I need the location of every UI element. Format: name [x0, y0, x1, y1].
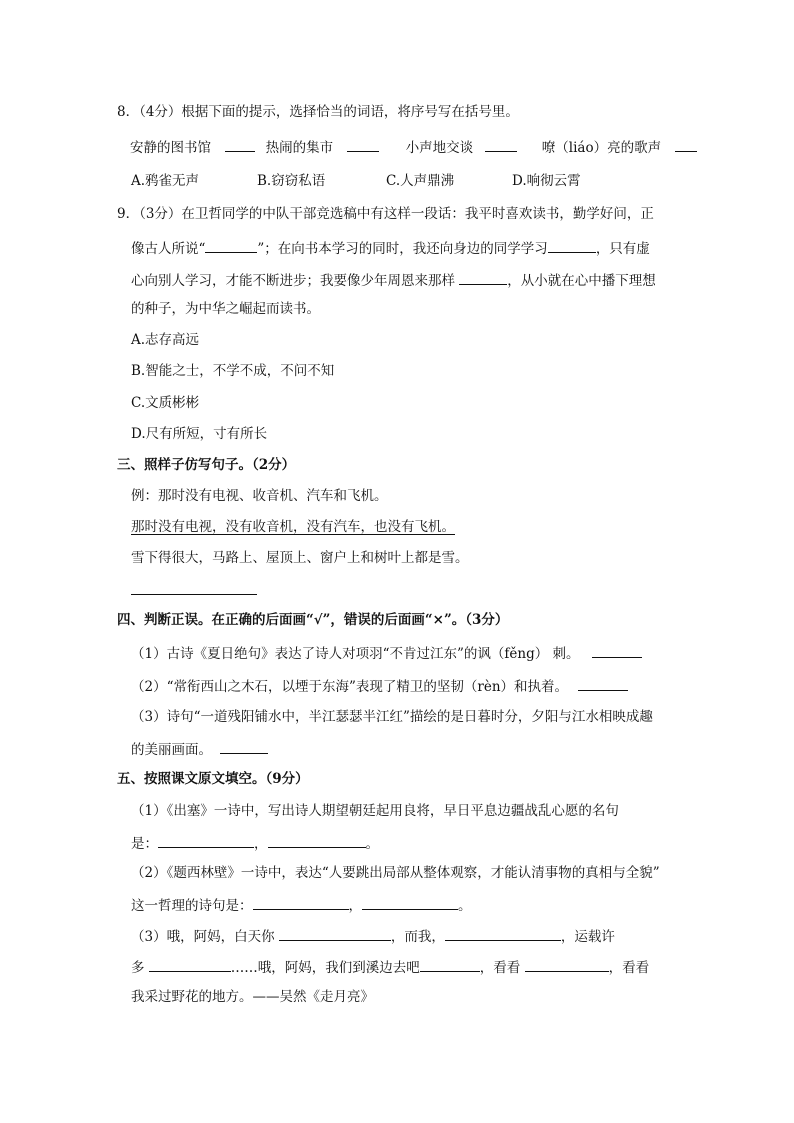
q8-option-a: A.鸦雀无声 — [131, 173, 200, 189]
q9-line-3a: 心向别人学习，才能不断进步；我要像少年周恩来那样 — [131, 273, 460, 289]
section-5-item-3b-mid: ……哦，阿妈，我们到溪边去吧 — [230, 960, 420, 976]
q9-option-d: D.尺有所短，寸有所长 — [131, 426, 268, 442]
section-5-blank-1[interactable] — [158, 833, 254, 848]
q9-line-3b: ，从小就在心中播下理想 — [507, 273, 656, 289]
q8-option-c: C.人声鼎沸 — [386, 173, 455, 189]
section-5-blank-5[interactable] — [279, 926, 391, 941]
section-5-item-2b — [131, 895, 472, 915]
section-5-blank-3[interactable] — [253, 895, 349, 910]
q8-item-1: 安静的图书馆 — [130, 140, 211, 156]
section-5-blank-8[interactable] — [420, 957, 480, 972]
q8-option-d: D.响彻云霄 — [512, 173, 581, 189]
q9-option-a: A.志存高远 — [131, 332, 200, 348]
section-4-blank-3[interactable] — [220, 739, 268, 754]
section-5-item-3c: 我采过野花的地方。——吴然《走月亮》 — [131, 989, 374, 1005]
section-4-blank-1[interactable] — [592, 643, 642, 658]
section-4-item-1-text: （1）古诗《夏日绝句》表达了诗人对项羽“不肯过江东”的讽（fěng） 刺。 — [131, 646, 580, 662]
q9-line-4: 的种子，为中华之崛起而读书。 — [131, 301, 320, 317]
section-5-item-3a-mid: ，而我， — [390, 929, 445, 945]
q9-blank-3[interactable] — [459, 270, 507, 285]
section-3-title: 三、照样子仿写句子。（2分） — [117, 457, 296, 473]
section-4-item-3b-text: 的美丽画面。 — [131, 742, 212, 758]
section-5-blank-7[interactable] — [149, 957, 231, 972]
q9-blank-2[interactable] — [548, 238, 596, 253]
section-5-item-1b-pre: 是： — [131, 836, 158, 852]
section-5-title: 五、按照课文原文填空。（9分） — [117, 771, 309, 787]
q9-line-1: 9．（3分）在卫哲同学的中队干部竞选稿中有这样一段话：我平时喜欢读书，勤学好问，正 — [117, 206, 654, 222]
section-4-blank-2[interactable] — [578, 676, 628, 691]
q8-item-4: 嘹（liáo）亮的歌声 — [541, 140, 662, 156]
q8-blank-3[interactable] — [485, 137, 517, 152]
q8-item-3: 小声地交谈 — [405, 140, 474, 156]
section-4-title: 四、判断正误。在正确的后面画“√”，错误的后面画“×”。（3分） — [117, 612, 509, 628]
section-5-blank-6[interactable] — [445, 926, 561, 941]
section-4-item-1 — [131, 643, 642, 663]
q8-option-b: B.窃窃私语 — [257, 173, 326, 189]
section-5-item-3a — [131, 926, 615, 946]
section-4-item-2-text: （2）“常衔西山之木石，以堙于东海”表现了精卫的坚韧（rèn）和执着。 — [131, 679, 569, 695]
section-5-item-3a-end: ，运载许 — [560, 929, 615, 945]
section-5-blank-4[interactable] — [362, 895, 458, 910]
section-5-item-1a: （1）《出塞》一诗中，写出诗人期望朝廷起用良将，早日平息边疆战乱心愿的名句 — [131, 803, 619, 819]
section-3-example: 例：那时没有电视、收音机、汽车和飞机。 — [131, 488, 388, 504]
section-5-period-2: 。 — [458, 898, 472, 914]
section-5-item-3b-pre: 多 — [131, 960, 149, 976]
q9-line-2a: 像古人所说“ — [131, 241, 206, 257]
q9-line-2c: ，只有虚 — [595, 241, 650, 257]
section-3-prompt: 雪下得很大，马路上、屋顶上、窗户上和树叶上都是雪。 — [131, 550, 469, 566]
section-5-blank-2[interactable] — [268, 833, 366, 848]
section-5-comma-1: ， — [254, 836, 268, 852]
q8-blank-1[interactable] — [225, 137, 255, 152]
section-3-answer-line[interactable] — [131, 594, 257, 595]
section-5-item-2b-pre: 这一哲理的诗句是： — [131, 898, 253, 914]
section-5-item-1b — [131, 833, 379, 853]
q9-option-b: B.智能之士，不学不成，不问不知 — [131, 363, 335, 379]
q8-blank-4[interactable] — [675, 137, 697, 152]
q9-option-c: C.文质彬彬 — [131, 395, 200, 411]
q9-line-3 — [131, 270, 656, 290]
q8-item-2: 热闹的集市 — [265, 140, 334, 156]
section-5-comma-2: ， — [348, 898, 362, 914]
q8-blank-2[interactable] — [347, 137, 379, 152]
q9-blank-1[interactable] — [205, 238, 257, 253]
q8-items-row — [130, 137, 697, 157]
section-4-item-2 — [131, 676, 628, 696]
q9-line-2 — [131, 238, 650, 258]
q9-line-2b: ”；在向书本学习的同时，我还向身边的同学学习 — [257, 241, 548, 257]
q8-heading: 8．（4分）根据下面的提示，选择恰当的词语，将序号写在括号里。 — [117, 104, 519, 120]
section-4-item-3b — [131, 739, 268, 759]
section-3-model-sentence: 那时没有电视，没有收音机，没有汽车，也没有飞机。 — [131, 519, 455, 535]
section-5-period-1: 。 — [365, 836, 379, 852]
section-5-item-3b-mid2: ，看看 — [479, 960, 525, 976]
section-5-item-3b — [131, 957, 649, 977]
section-5-item-3a-pre: （3）哦，阿妈，白天你 — [131, 929, 279, 945]
section-5-item-3b-end: ，看看 — [608, 960, 650, 976]
section-5-blank-9[interactable] — [525, 957, 609, 972]
section-5-item-2a: （2）《题西林壁》一诗中，表达“人要跳出局部从整体观察，才能认清事物的真相与全貌” — [131, 865, 660, 881]
section-4-item-3a: （3）诗句“一道残阳铺水中，半江瑟瑟半江红”描绘的是日暮时分，夕阳与江水相映成趣 — [131, 709, 653, 725]
